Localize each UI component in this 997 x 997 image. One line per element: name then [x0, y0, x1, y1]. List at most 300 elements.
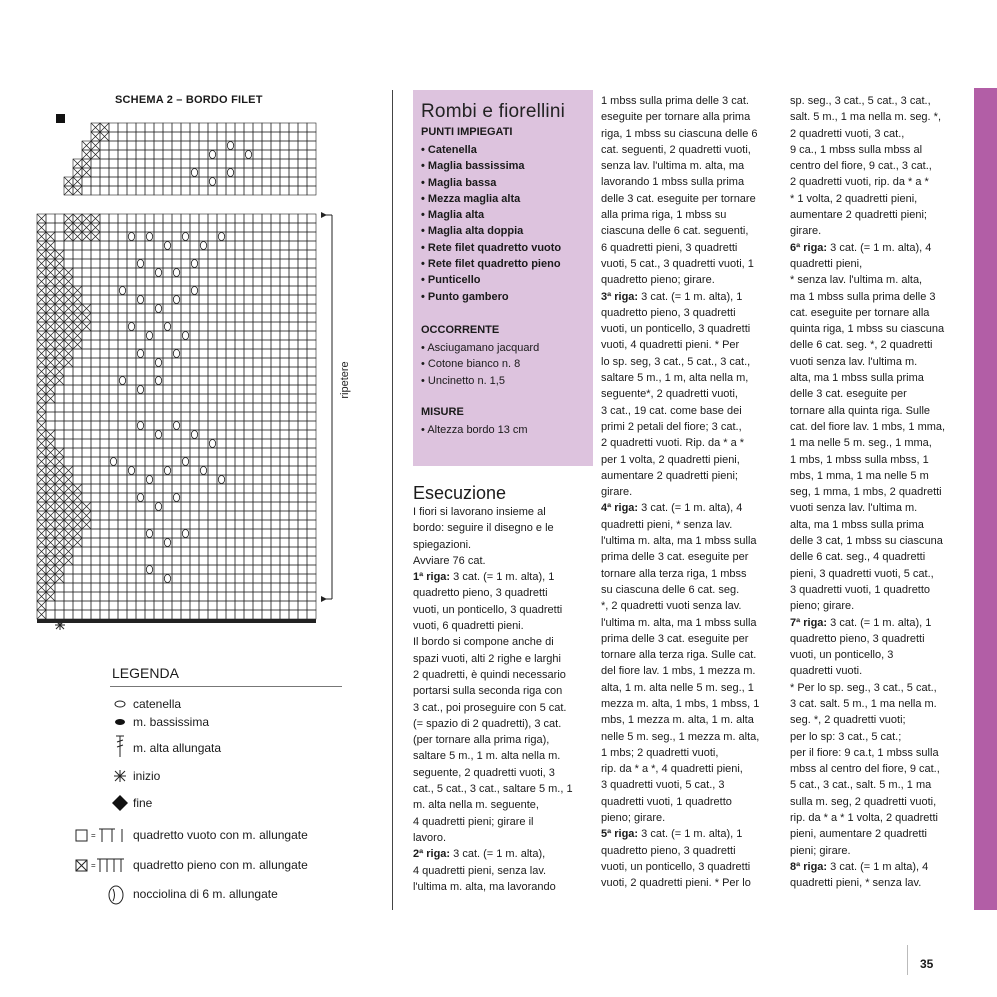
grid-cell	[154, 421, 163, 430]
grid-cell	[307, 448, 316, 457]
grid-cell	[226, 331, 235, 340]
grid-cell	[271, 448, 280, 457]
grid-cell	[127, 394, 136, 403]
grid-cell	[127, 223, 136, 232]
grid-cell	[244, 493, 253, 502]
grid-cell	[244, 322, 253, 331]
grid-cell	[271, 259, 280, 268]
grid-cell	[118, 466, 127, 475]
end-diamond-icon	[111, 794, 129, 812]
grid-cell	[100, 241, 109, 250]
grid-cell	[253, 547, 262, 556]
text-line: quadretti pieni, * senza lav.	[790, 877, 922, 890]
grid-cell	[262, 574, 271, 583]
grid-cell	[208, 331, 217, 340]
text-line: primi 2 petali del fiore; 3 cat.,	[601, 420, 742, 433]
grid-cell	[100, 403, 109, 412]
grid-cell	[208, 313, 217, 322]
grid-cell	[109, 448, 118, 457]
grid-cell	[226, 610, 235, 619]
grid-cell	[199, 232, 208, 241]
grid-cell	[145, 367, 154, 376]
grid-cell	[199, 385, 208, 394]
grid-cell	[208, 538, 217, 547]
grid-cell	[181, 574, 190, 583]
grid-cell	[217, 592, 226, 601]
grid-cell	[145, 385, 154, 394]
grid-cell	[145, 177, 154, 186]
grid-cell	[289, 259, 298, 268]
grid-cell	[190, 141, 199, 150]
grid-cell	[154, 394, 163, 403]
text-line: sulla m. seg, 2 quadretti vuoti,	[790, 795, 937, 808]
grid-cell	[307, 502, 316, 511]
grid-cell	[271, 241, 280, 250]
grid-cell	[73, 376, 82, 385]
grid-cell	[109, 574, 118, 583]
grid-cell	[217, 538, 226, 547]
grid-cell	[307, 592, 316, 601]
grid-cell	[307, 132, 316, 141]
grid-cell	[136, 177, 145, 186]
grid-cell	[73, 385, 82, 394]
grid-cell	[145, 484, 154, 493]
grid-cell	[280, 286, 289, 295]
grid-cell	[154, 186, 163, 195]
text-line: cat. del fiore lav. 1 mbs, 1 mma,	[790, 420, 946, 433]
grid-cell	[298, 574, 307, 583]
text-line: aumentare 2 quadretti pieni;	[790, 209, 927, 222]
grid-cell	[73, 610, 82, 619]
grid-cell	[181, 439, 190, 448]
text-line: vuoti, un ponticello, 3 quadretti	[413, 603, 563, 616]
grid-cell	[145, 322, 154, 331]
grid-cell	[91, 457, 100, 466]
grid-cell	[127, 177, 136, 186]
text-line: * senza lav. l'ultima m. alta,	[790, 274, 923, 287]
text-line: rip. da * a * 1 volta, 2 quadretti	[790, 812, 938, 825]
grid-cell	[298, 547, 307, 556]
grid-cell	[253, 214, 262, 223]
grid-cell	[262, 430, 271, 439]
grid-cell	[127, 168, 136, 177]
grid-cell	[298, 313, 307, 322]
grid-cell	[208, 421, 217, 430]
grid-cell	[244, 223, 253, 232]
text-line: alta, ma 1 mbss sulla prima	[790, 518, 924, 531]
grid-cell	[163, 529, 172, 538]
text-line: nelle 5 m. seg., 1 mezza m. alta,	[601, 730, 760, 743]
grid-cell	[118, 150, 127, 159]
grid-cell	[262, 385, 271, 394]
grid-cell	[307, 439, 316, 448]
grid-cell	[271, 475, 280, 484]
grid-cell	[181, 322, 190, 331]
grid-cell	[262, 313, 271, 322]
text-line: pieno; girare.	[601, 812, 666, 825]
grid-cell	[127, 538, 136, 547]
grid-cell	[280, 340, 289, 349]
bobble-mark	[164, 323, 170, 331]
grid-cell	[235, 358, 244, 367]
grid-cell	[172, 529, 181, 538]
grid-cell	[199, 592, 208, 601]
grid-cell	[289, 322, 298, 331]
grid-cell	[190, 556, 199, 565]
grid-cell	[280, 132, 289, 141]
bobble-mark	[137, 296, 143, 304]
grid-cell	[271, 123, 280, 132]
grid-cell	[91, 448, 100, 457]
grid-cell	[154, 538, 163, 547]
grid-cell	[163, 475, 172, 484]
grid-cell	[217, 520, 226, 529]
grid-cell	[190, 304, 199, 313]
repeat-label: ripetere	[339, 361, 351, 399]
grid-cell	[262, 448, 271, 457]
grid-cell	[100, 493, 109, 502]
grid-cell	[46, 421, 55, 430]
grid-cell	[226, 457, 235, 466]
grid-cell	[145, 502, 154, 511]
grid-cell	[262, 286, 271, 295]
grid-cell	[118, 123, 127, 132]
grid-cell	[172, 286, 181, 295]
grid-cell	[154, 313, 163, 322]
grid-cell	[253, 268, 262, 277]
grid-cell	[172, 457, 181, 466]
grid-cell	[298, 376, 307, 385]
grid-cell	[82, 493, 91, 502]
grid-cell	[154, 177, 163, 186]
text-line: 5ª riga: 3 cat. (= 1 m. alta), 1	[601, 828, 743, 841]
list-item: • Mezza maglia alta	[421, 192, 521, 205]
grid-cell	[298, 223, 307, 232]
grid-cell	[217, 367, 226, 376]
grid-cell	[244, 565, 253, 574]
grid-cell	[271, 493, 280, 502]
grid-cell	[145, 403, 154, 412]
grid-cell	[199, 493, 208, 502]
grid-cell	[154, 385, 163, 394]
grid-cell	[172, 502, 181, 511]
grid-cell	[226, 421, 235, 430]
grid-cell	[298, 159, 307, 168]
grid-cell	[262, 403, 271, 412]
grid-cell	[136, 583, 145, 592]
grid-cell	[298, 132, 307, 141]
grid-cell	[145, 520, 154, 529]
grid-cell	[244, 448, 253, 457]
grid-cell	[82, 430, 91, 439]
grid-cell	[109, 358, 118, 367]
grid-cell	[235, 367, 244, 376]
punti-heading: PUNTI IMPIEGATI	[421, 126, 513, 138]
grid-cell	[244, 132, 253, 141]
bobble-mark	[227, 142, 233, 150]
grid-cell	[262, 168, 271, 177]
grid-cell	[136, 150, 145, 159]
grid-cell	[280, 250, 289, 259]
grid-cell	[109, 376, 118, 385]
filet-chart	[0, 0, 392, 660]
grid-cell	[226, 583, 235, 592]
grid-cell	[208, 349, 217, 358]
grid-cell	[163, 304, 172, 313]
grid-cell	[289, 466, 298, 475]
grid-cell	[154, 214, 163, 223]
grid-cell	[163, 484, 172, 493]
grid-cell	[145, 457, 154, 466]
grid-cell	[127, 385, 136, 394]
grid-cell	[271, 529, 280, 538]
grid-cell	[208, 322, 217, 331]
grid-cell	[154, 241, 163, 250]
grid-cell	[154, 232, 163, 241]
grid-cell	[298, 186, 307, 195]
grid-cell	[190, 268, 199, 277]
grid-cell	[298, 286, 307, 295]
grid-cell	[289, 457, 298, 466]
grid-cell	[190, 223, 199, 232]
grid-cell	[262, 421, 271, 430]
grid-cell	[307, 520, 316, 529]
grid-cell	[244, 610, 253, 619]
grid-cell	[199, 430, 208, 439]
grid-cell	[172, 214, 181, 223]
grid-cell	[82, 367, 91, 376]
grid-cell	[136, 168, 145, 177]
grid-cell	[82, 556, 91, 565]
grid-cell	[235, 466, 244, 475]
grid-cell	[208, 529, 217, 538]
start-asterisk-icon	[112, 768, 128, 784]
grid-cell	[55, 430, 64, 439]
grid-cell	[127, 132, 136, 141]
grid-cell	[91, 313, 100, 322]
grid-cell	[244, 214, 253, 223]
grid-cell	[145, 295, 154, 304]
grid-cell	[136, 214, 145, 223]
grid-cell	[298, 610, 307, 619]
grid-cell	[91, 186, 100, 195]
grid-cell	[136, 241, 145, 250]
grid-cell	[172, 322, 181, 331]
grid-cell	[64, 583, 73, 592]
grid-cell	[307, 277, 316, 286]
grid-cell	[163, 493, 172, 502]
bobble-mark	[155, 269, 161, 277]
grid-cell	[262, 376, 271, 385]
grid-cell	[199, 313, 208, 322]
grid-cell	[73, 565, 82, 574]
grid-cell	[163, 358, 172, 367]
text-line: tornare alla quinta riga. Sulle	[790, 404, 931, 417]
grid-cell	[262, 412, 271, 421]
text-line: mbs, 1 mma, 1 ma nelle 5 m	[790, 469, 929, 482]
text-line: 2 quadretti vuoti. Rip. da * a *	[601, 437, 745, 450]
text-line: riga, 1 mbss su ciascuna delle 6	[601, 127, 758, 140]
grid-cell	[262, 466, 271, 475]
grid-cell	[145, 186, 154, 195]
grid-cell	[55, 241, 64, 250]
grid-cell	[208, 592, 217, 601]
grid-cell	[181, 241, 190, 250]
grid-cell	[289, 367, 298, 376]
grid-cell	[190, 358, 199, 367]
grid-cell	[307, 232, 316, 241]
grid-cell	[82, 385, 91, 394]
grid-cell	[235, 186, 244, 195]
grid-cell	[289, 123, 298, 132]
grid-cell	[262, 186, 271, 195]
grid-cell	[235, 538, 244, 547]
grid-cell	[190, 349, 199, 358]
grid-cell	[190, 448, 199, 457]
grid-cell	[271, 574, 280, 583]
grid-cell	[262, 159, 271, 168]
grid-cell	[271, 376, 280, 385]
grid-cell	[235, 592, 244, 601]
grid-cell	[217, 241, 226, 250]
grid-cell	[190, 412, 199, 421]
text-line: 1 mbs, 1 mbss sulla mbss, 1	[790, 453, 929, 466]
grid-cell	[235, 322, 244, 331]
grid-cell	[163, 141, 172, 150]
grid-cell	[244, 177, 253, 186]
legend-divider	[110, 686, 342, 687]
grid-cell	[289, 141, 298, 150]
grid-cell	[181, 385, 190, 394]
text-line: Avviare 76 cat.	[413, 554, 486, 567]
grid-cell	[190, 322, 199, 331]
grid-cell	[298, 168, 307, 177]
svg-text:=: =	[91, 861, 96, 870]
grid-cell	[163, 177, 172, 186]
text-line: 2ª riga: 3 cat. (= 1 m. alta),	[413, 848, 546, 861]
grid-cell	[280, 177, 289, 186]
grid-cell	[100, 457, 109, 466]
grid-cell	[226, 241, 235, 250]
grid-cell	[280, 412, 289, 421]
grid-cell	[190, 439, 199, 448]
grid-cell	[226, 214, 235, 223]
grid-cell	[235, 565, 244, 574]
grid-cell	[181, 150, 190, 159]
grid-cell	[109, 493, 118, 502]
grid-cell	[46, 403, 55, 412]
bobble-mark	[191, 169, 197, 177]
grid-cell	[298, 241, 307, 250]
grid-cell	[262, 268, 271, 277]
grid-cell	[172, 610, 181, 619]
grid-cell	[262, 538, 271, 547]
grid-cell	[289, 223, 298, 232]
grid-cell	[118, 493, 127, 502]
text-line: spiegazioni.	[413, 538, 472, 551]
text-line: pieni, aumentare 2 quadretti	[790, 828, 927, 841]
grid-cell	[163, 250, 172, 259]
grid-cell	[109, 556, 118, 565]
text-line: vuoti, 2 quadretti pieni. * Per lo	[601, 877, 751, 890]
grid-cell	[100, 376, 109, 385]
grid-cell	[271, 421, 280, 430]
text-line: quadretti pieni, * senza lav.	[601, 518, 733, 531]
grid-cell	[55, 610, 64, 619]
grid-cell	[91, 394, 100, 403]
grid-cell	[253, 529, 262, 538]
grid-cell	[271, 601, 280, 610]
grid-cell	[136, 556, 145, 565]
grid-cell	[100, 159, 109, 168]
grid-cell	[163, 610, 172, 619]
grid-cell	[82, 439, 91, 448]
grid-cell	[244, 277, 253, 286]
grid-cell	[208, 457, 217, 466]
grid-cell	[244, 186, 253, 195]
grid-cell	[235, 475, 244, 484]
grid-cell	[199, 141, 208, 150]
grid-cell	[289, 601, 298, 610]
grid-cell	[199, 565, 208, 574]
grid-cell	[91, 250, 100, 259]
grid-cell	[91, 574, 100, 583]
grid-cell	[298, 367, 307, 376]
text-line: * Per lo sp. seg., 3 cat., 5 cat.,	[790, 681, 937, 694]
grid-cell	[190, 177, 199, 186]
grid-cell	[154, 511, 163, 520]
grid-cell	[199, 304, 208, 313]
grid-cell	[307, 123, 316, 132]
grid-cell	[46, 601, 55, 610]
grid-cell	[235, 331, 244, 340]
grid-cell	[208, 430, 217, 439]
grid-cell	[55, 403, 64, 412]
text-line: 8ª riga: 3 cat. (= 1 m alta), 4	[790, 860, 929, 873]
grid-cell	[199, 538, 208, 547]
grid-cell	[289, 394, 298, 403]
grid-cell	[289, 277, 298, 286]
grid-cell	[136, 520, 145, 529]
grid-cell	[199, 439, 208, 448]
grid-cell	[100, 349, 109, 358]
grid-cell	[235, 223, 244, 232]
grid-cell	[163, 502, 172, 511]
grid-cell	[190, 493, 199, 502]
grid-cell	[289, 286, 298, 295]
grid-cell	[109, 403, 118, 412]
grid-cell	[298, 259, 307, 268]
grid-cell	[127, 583, 136, 592]
grid-cell	[235, 502, 244, 511]
grid-cell	[307, 493, 316, 502]
grid-cell	[226, 259, 235, 268]
grid-cell	[100, 367, 109, 376]
grid-cell	[91, 547, 100, 556]
grid-cell	[235, 574, 244, 583]
grid-cell	[100, 259, 109, 268]
grid-cell	[109, 394, 118, 403]
grid-cell	[172, 547, 181, 556]
grid-cell	[127, 565, 136, 574]
grid-cell	[190, 340, 199, 349]
grid-cell	[145, 412, 154, 421]
end-marker-square	[56, 114, 65, 123]
grid-cell	[163, 168, 172, 177]
bobble-mark	[227, 169, 233, 177]
grid-cell	[235, 150, 244, 159]
grid-cell	[307, 141, 316, 150]
